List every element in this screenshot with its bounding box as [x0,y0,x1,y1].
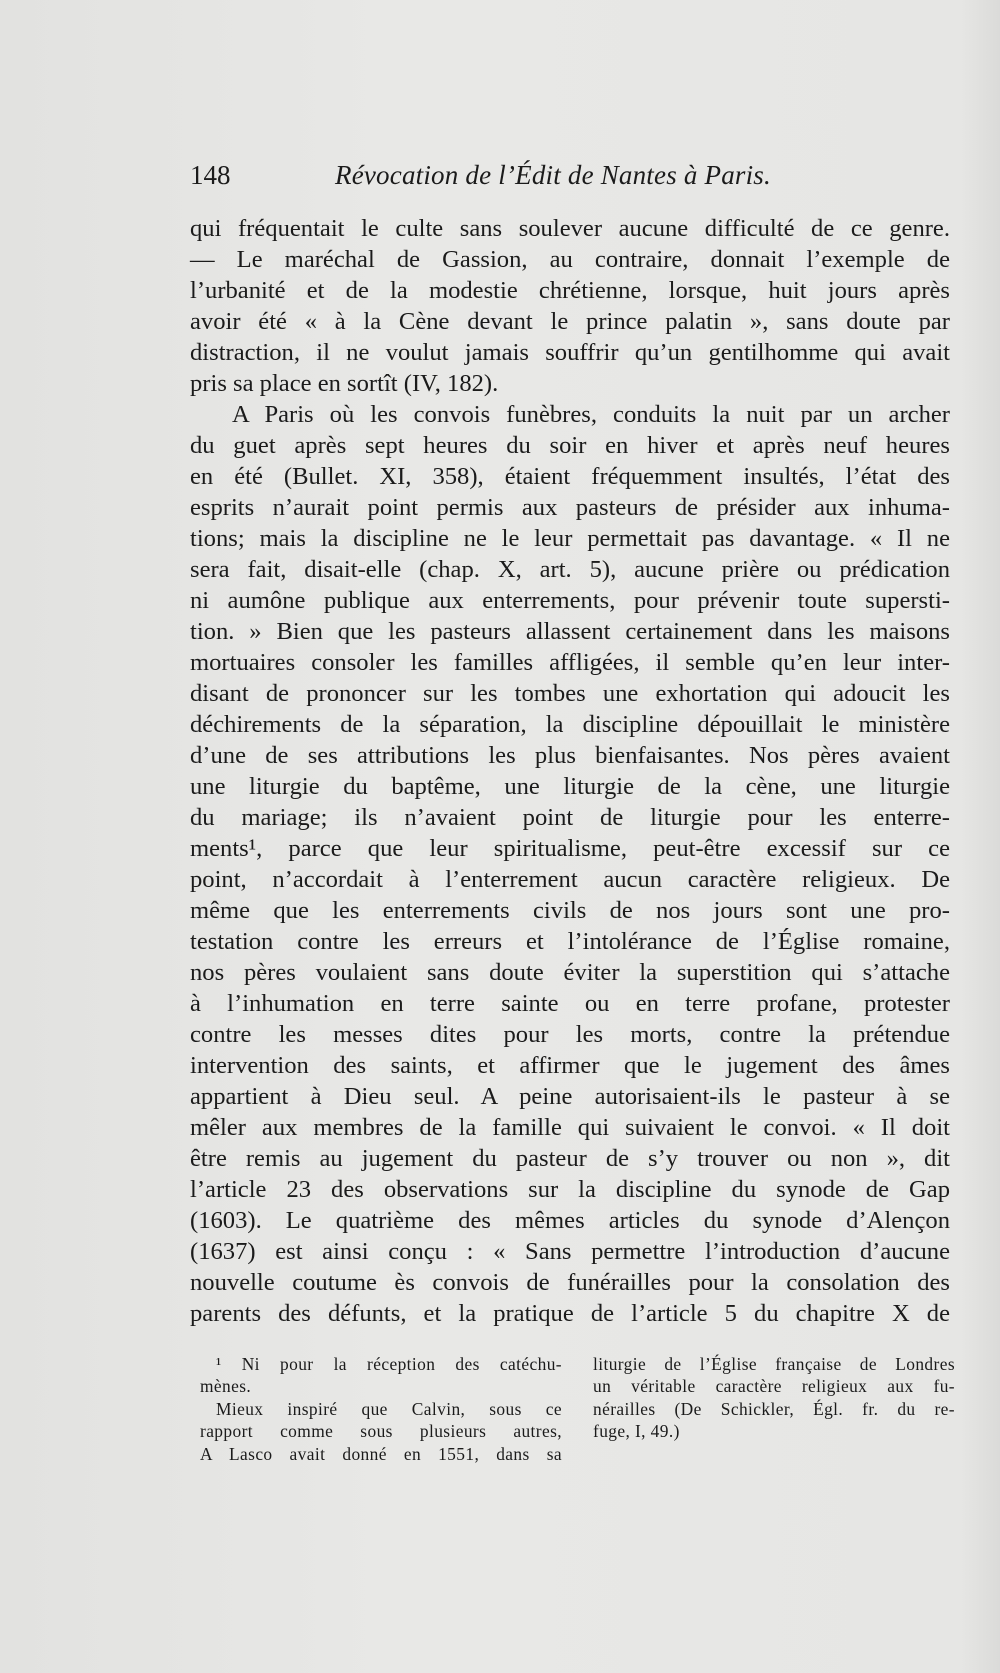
text-line: du mariage; ils n’avaient point de liturgie pour les enterre- [190,804,950,831]
text-line: — Le maréchal de Gassion, au contraire, donnait l’exemple de [190,246,950,273]
footnote-line: rapport comme sous plusieurs autres, [200,1421,562,1442]
text-line: tions; mais la discipline ne le leur permettait pas davantage. « Il ne [190,525,950,552]
main-text [190,213,950,1329]
text-line: distraction, il ne voulut jamais souffrir qu’un gentilhomme qui avait [190,339,950,366]
text-line: pris sa place en sortît (IV, 182). [190,370,499,397]
text-line: une liturgie du baptême, une liturgie de la cène, une liturgie [190,773,950,800]
text-line: nouvelle coutume ès convois de funérailles pour la consolation des [190,1269,950,1296]
text-line: A Paris où les convois funèbres, conduits la nuit par un archer [232,401,950,428]
running-title: Révocation de l’Édit de Nantes à Paris. [335,160,771,190]
text-line: être remis au jugement du pasteur de s’y trouver ou non », dit [190,1145,950,1172]
text-line: point, n’accordait à l’enterrement aucun caractère religieux. De [190,866,950,893]
footnote-line: un véritable caractère religieux aux fu- [593,1376,955,1397]
text-line: testation contre les erreurs et l’intolérance de l’Église romaine, [190,928,950,955]
page-header [190,160,990,200]
text-line: ni aumône publique aux enterrements, pour prévenir toute supersti- [190,587,950,614]
text-line: mêler aux membres de la famille qui suivaient le convoi. « Il doit [190,1114,950,1141]
page-edge-shadow [960,0,1000,1673]
footnote-line: Mieux inspiré que Calvin, sous ce [216,1398,562,1419]
text-line: mortuaires consoler les familles affligées, il semble qu’en leur inter- [190,649,950,676]
text-line: sera fait, disait-elle (chap. X, art. 5), aucune prière ou prédication [190,556,950,583]
text-line: même que les enterrements civils de nos jours sont une pro- [190,897,950,924]
text-line: parents des défunts, et la pratique de l’article 5 du chapitre X de [190,1300,950,1327]
footnote-line: fuge, I, 49.) [593,1421,680,1442]
text-line: nos pères voulaient sans doute éviter la superstition qui s’attache [190,959,950,986]
footnote-column-right [593,1353,955,1443]
page-number: 148 [190,160,231,190]
text-line: (1603). Le quatrième des mêmes articles du synode d’Alençon [190,1207,950,1234]
text-line: contre les messes dites pour les morts, contre la prétendue [190,1021,950,1048]
text-line: tion. » Bien que les pasteurs allassent certainement dans les maisons [190,618,950,645]
text-line: avoir été « à la Cène devant le prince palatin », sans doute par [190,308,950,335]
text-line: du guet après sept heures du soir en hiver et après neuf heures [190,432,950,459]
text-line: l’urbanité et de la modestie chrétienne, lorsque, huit jours après [190,277,950,304]
footnote-line: ¹ Ni pour la réception des catéchu- [216,1354,562,1374]
text-line: ments¹, parce que leur spiritualisme, peut-être excessif sur ce [190,835,950,862]
footnote-line: liturgie de l’Église française de Londres [593,1354,955,1374]
footnote-line: nérailles (De Schickler, Égl. fr. du re- [593,1398,955,1419]
text-line: qui fréquentait le culte sans soulever aucune difficulté de ce genre. [190,215,950,242]
text-line: esprits n’aurait point permis aux pasteurs de présider aux inhuma- [190,494,950,521]
text-line: (1637) est ainsi conçu : « Sans permettre l’introduction d’aucune [190,1238,950,1265]
text-line: à l’inhumation en terre sainte ou en terre profane, protester [190,990,950,1017]
text-line: déchirements de la séparation, la discipline dépouillait le ministère [190,711,950,738]
text-line: d’une de ses attributions les plus bienfaisantes. Nos pères avaient [190,742,950,769]
text-line: appartient à Dieu seul. A peine autorisaient-ils le pasteur à se [190,1083,950,1110]
footnote-column-left [200,1353,562,1465]
text-line: l’article 23 des observations sur la discipline du synode de Gap [190,1176,950,1203]
text-line: intervention des saints, et affirmer que le jugement des âmes [190,1052,950,1079]
text-line: disant de prononcer sur les tombes une exhortation qui adoucit les [190,680,950,707]
text-line: en été (Bullet. XI, 358), étaient fréquemment insultés, l’état des [190,463,950,490]
footnote-line: mènes. [200,1376,252,1397]
footnote-line: A Lasco avait donné en 1551, dans sa [200,1443,562,1464]
